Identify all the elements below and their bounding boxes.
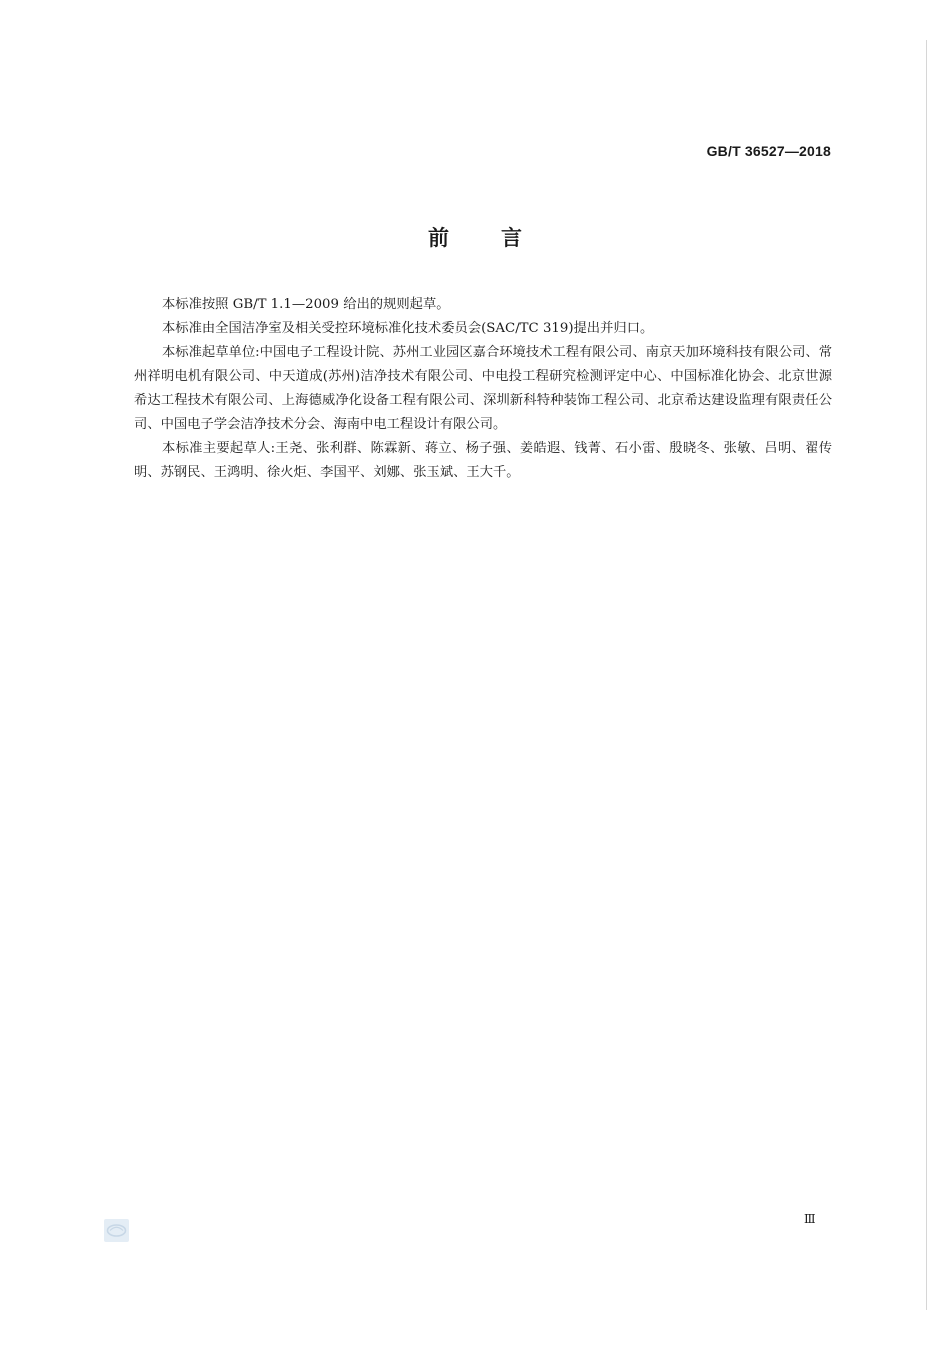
page-number: Ⅲ (804, 1212, 816, 1226)
page-title: 前言 (428, 226, 574, 250)
foreword-body (134, 293, 832, 485)
paragraph-drafting-rules: 本标准按照 GB/T 1.1—2009 给出的规则起草。 (162, 297, 450, 312)
paragraph-drafting-units: 本标准起草单位:中国电子工程设计院、苏州工业园区嘉合环境技术工程有限公司、南京天加环境科技有限公司、常州祥明电机有限公司、中天道成(苏州)洁净技术有限公司、中电投工程研究检测评定中心、中国标准化协会、北京世源希达工程技术有限公司、上海德威净化设备工程有限公司、深圳新科特种装饰工程公司、北京希达建设监理有限责任公司、中国电子学会洁净技术分会、海南中电工程设计有限公司。 (134, 345, 832, 432)
paragraph-committee: 本标准由全国洁净室及相关受控环境标准化技术委员会(SAC/TC 319)提出并归口。 (162, 321, 654, 336)
standard-code: GB/T 36527—2018 (706, 143, 831, 159)
publisher-logo-shape (106, 1223, 127, 1238)
publisher-logo-icon (104, 1219, 129, 1242)
paragraph-drafters: 本标准主要起草人:王尧、张利群、陈霖新、蒋立、杨子强、姜皓遐、钱菁、石小雷、殷晓冬、张敏、吕明、翟传明、苏钢民、王鸿明、徐火炬、李国平、刘娜、张玉斌、王大千。 (134, 441, 832, 480)
